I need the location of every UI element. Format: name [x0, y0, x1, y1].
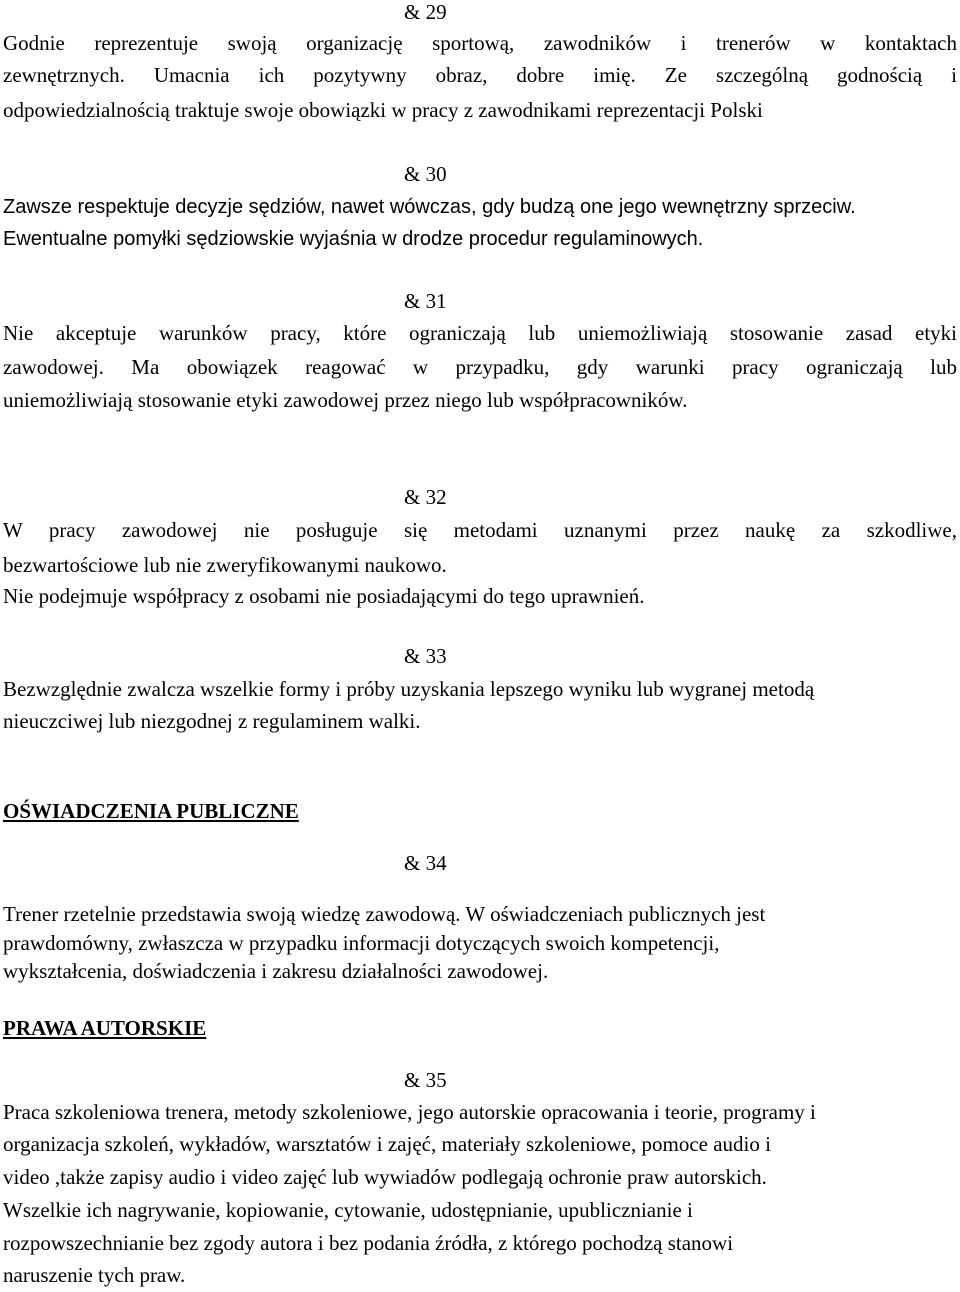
section-35-line-6: naruszenie tych praw. — [3, 1263, 186, 1287]
section-29-line-2: zewnętrznych. Umacnia ich pozytywny obraz, dobre imię. Ze szczególną godnością i — [3, 63, 957, 87]
section-29-line-3: odpowiedzialnością traktuje swoje obowiązki w pracy z zawodnikami reprezentacji Polski — [3, 98, 763, 122]
public-statements-title: OŚWIADCZENIA PUBLICZNE — [3, 799, 299, 823]
section-29-line-1: Godnie reprezentuje swoją organizację sportową, zawodników i trenerów w kontaktach — [3, 31, 957, 55]
section-31-line-3: uniemożliwiają stosowanie etyki zawodowej przez niego lub współpracowników. — [3, 388, 688, 412]
section-34-line-1: Trener rzetelnie przedstawia swoją wiedzę zawodową. W oświadczeniach publicznych jest — [3, 902, 766, 926]
section-32-heading: & 32 — [404, 485, 447, 509]
section-31-heading: & 31 — [404, 289, 447, 313]
section-31-line-2: zawodowej. Ma obowiązek reagować w przypadku, gdy warunki pracy ograniczają lub — [3, 355, 957, 379]
section-33-heading: & 33 — [404, 644, 447, 668]
section-32-line-2: bezwartościowe lub nie zweryfikowanymi naukowo. — [3, 553, 447, 577]
section-35-line-2: organizacja szkoleń, wykładów, warsztatów i zajęć, materiały szkoleniowe, pomoce audio i — [3, 1132, 771, 1156]
copyright-title: PRAWA AUTORSKIE — [3, 1016, 207, 1040]
section-31-line-1: Nie akceptuje warunków pracy, które ograniczają lub uniemożliwiają stosowanie zasad etyki — [3, 321, 957, 345]
section-35-line-1: Praca szkoleniowa trenera, metody szkoleniowe, jego autorskie opracowania i teorie, programy i — [3, 1100, 816, 1124]
section-35-line-3: video ,także zapisy audio i video zajęć lub wywiadów podlegają ochronie praw autorskich. — [3, 1165, 767, 1189]
section-35-heading: & 35 — [404, 1068, 447, 1092]
section-34-line-2: prawdomówny, zwłaszcza w przypadku informacji dotyczących swoich kompetencji, — [3, 931, 720, 955]
section-34-heading: & 34 — [404, 851, 447, 875]
section-35-line-4: Wszelkie ich nagrywanie, kopiowanie, cytowanie, udostępnianie, upublicznianie i — [3, 1198, 693, 1222]
section-33-line-2: nieuczciwej lub niezgodnej z regulaminem walki. — [3, 709, 421, 733]
section-34-line-3: wykształcenia, doświadczenia i zakresu działalności zawodowej. — [3, 959, 549, 983]
section-30-line-2: Ewentualne pomyłki sędziowskie wyjaśnia w drodze procedur regulaminowych. — [3, 228, 704, 250]
section-32-line-1: W pracy zawodowej nie posługuje się metodami uznanymi przez naukę za szkodliwe, — [3, 518, 957, 542]
section-33-line-1: Bezwzględnie zwalcza wszelkie formy i próby uzyskania lepszego wyniku lub wygranej metodą — [3, 677, 815, 701]
section-30-line-1: Zawsze respektuje decyzje sędziów, nawet wówczas, gdy budzą one jego wewnętrzny sprzeciw. — [3, 196, 856, 218]
section-30-heading: & 30 — [404, 162, 447, 186]
section-35-line-5: rozpowszechnianie bez zgody autora i bez podania źródła, z którego pochodzą stanowi — [3, 1231, 734, 1255]
section-32-line-3: Nie podejmuje współpracy z osobami nie posiadającymi do tego uprawnień. — [3, 584, 645, 608]
section-29-heading: & 29 — [404, 0, 447, 24]
